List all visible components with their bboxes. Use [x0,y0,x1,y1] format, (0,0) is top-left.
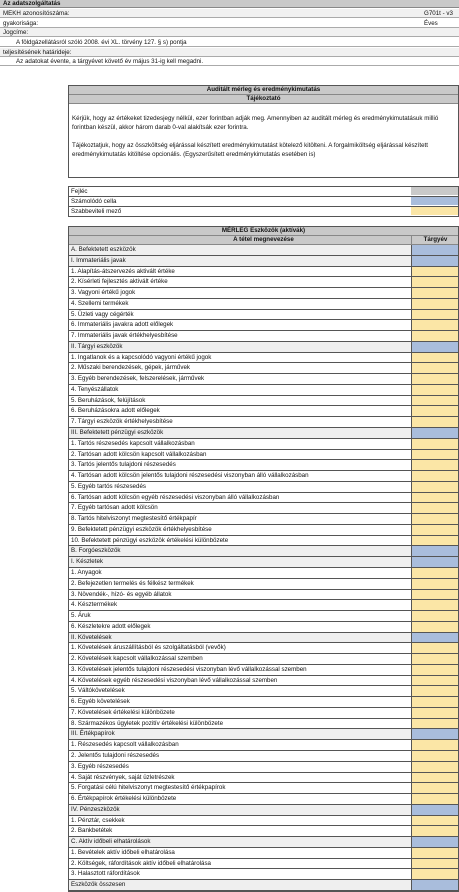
input-cell[interactable] [411,439,458,449]
info-row [0,19,459,28]
input-cell[interactable] [411,493,458,503]
table-row [69,805,458,816]
row-label: 3. Halasztott ráfordítások [71,870,140,878]
table-row [69,331,458,342]
table-row [69,590,458,601]
input-cell[interactable] [411,708,458,718]
input-cell[interactable] [411,826,458,836]
info-label: Az adatokat évente, a tárgyévet követő év május 31-ig kell megadni. [16,58,204,65]
table-row [69,848,458,859]
row-label: 2. Műszaki berendezések, gépek, járművek [71,364,190,372]
row-label: 1. Bevételek aktív időbeli elhatárolása [71,848,175,856]
row-label: 8. Származékos ügyletek pozitív értékelési különbözete [71,719,224,727]
balance-table [68,226,459,892]
row-label: II. Tárgyi eszközök [71,342,123,350]
row-label: III. Befektetett pénzügyi eszközök [71,429,164,437]
table-row [69,880,458,891]
info-row [0,28,459,37]
info-paragraph-2: Tájékoztatjuk, hogy az összköltség eljárással készített eredménykimutatást kötelező kitölteni. A forgalmiköltség eljárással készített eredménykimutatás kitöltése opcionális. (Egyszerűsített eredménykimutatás esetében is) [72,142,428,158]
computed-cell [411,805,458,815]
table-row [69,320,458,331]
info-label: teljesítésének határideje: [3,49,72,56]
input-cell[interactable] [411,719,458,729]
row-label: II. Követelések [71,633,112,641]
input-cell[interactable] [411,460,458,470]
input-cell[interactable] [411,288,458,298]
row-label: 4. Tartósan adott kölcsön jelentős tulajdoni részesedési viszonyban álló vállalkozásban [71,472,309,480]
table-row [69,579,458,590]
row-label: 3. Tartós jelentős tulajdoni részesedés [71,461,176,469]
info-value: G701t - v3 [424,10,453,17]
row-label: 2. Befejezetlen termelés és félkész termékek [71,579,194,587]
input-cell[interactable] [411,676,458,686]
input-cell[interactable] [411,363,458,373]
legend [68,186,459,217]
legend-label: Számolódó cella [71,198,117,205]
row-label: 6. Immateriális javakra adott előlegek [71,321,174,329]
input-cell[interactable] [411,277,458,287]
table-title: MÉRLEG Eszközök (aktívák) [69,227,458,236]
input-cell[interactable] [411,267,458,277]
row-label: 9. Befektetett pénzügyi eszközök értékhelyesbítése [71,525,212,533]
computed-cell [411,245,458,255]
input-cell[interactable] [411,536,458,546]
row-label: 5. Váltókövetelések [71,687,125,695]
table-row [69,643,458,654]
input-cell[interactable] [411,686,458,696]
input-cell[interactable] [411,579,458,589]
legend-label: Szabbeviteli mező [71,208,122,215]
input-cell[interactable] [411,406,458,416]
table-row [69,536,458,547]
table-row [69,374,458,385]
table-row [69,729,458,740]
input-cell[interactable] [411,859,458,869]
row-label: 2. Jelentős tulajdoni részesedés [71,751,160,759]
input-cell[interactable] [411,697,458,707]
table-row [69,762,458,773]
table-row [69,288,458,299]
table-row [69,299,458,310]
table-row [69,837,458,848]
table-row [69,428,458,439]
info-label: Jogcíme: [3,29,29,36]
input-cell[interactable] [411,482,458,492]
info-row [0,38,459,47]
row-label: 4. Követelések egyéb részesedési viszonyban lévő vállalkozással szemben [71,676,278,684]
table-row [69,503,458,514]
legend-swatch [411,197,458,205]
table-row [69,622,458,633]
input-cell[interactable] [411,622,458,632]
row-label: 5. Beruházások, felújítások [71,396,146,404]
row-label: Eszközök összesen [71,881,126,889]
legend-swatch [411,187,458,195]
row-label: 5. Áruk [71,612,91,620]
row-label: 2. Kísérleti fejlesztés aktivált értéke [71,278,168,286]
table-row [69,665,458,676]
table-row [69,557,458,568]
input-cell[interactable] [411,320,458,330]
row-label: 3. Egyéb berendezések, felszerelések, járművek [71,375,205,383]
row-label: 2. Követelések kapcsolt vállalkozással szemben [71,655,203,663]
row-label: 7. Immateriális javak értékhelyesbítése [71,332,178,340]
input-cell[interactable] [411,374,458,384]
row-label: 7. Követelések értékelési különbözete [71,708,175,716]
table-row [69,697,458,708]
table-row [69,546,458,557]
input-cell[interactable] [411,762,458,772]
row-label: 4. Szellemi termékek [71,299,129,307]
input-cell[interactable] [411,353,458,363]
input-cell[interactable] [411,643,458,653]
input-cell[interactable] [411,514,458,524]
section-title: Az adatszolgáltatás [0,0,459,8]
input-cell[interactable] [411,503,458,513]
input-cell[interactable] [411,816,458,826]
row-label: 1. Követelések áruszállításból és szolgáltatásból (vevők) [71,644,226,652]
table-row [69,406,458,417]
table-row [69,773,458,784]
row-label: 3. Egyéb részesedés [71,762,129,770]
row-label: IV. Pénzeszközök [71,805,120,813]
input-cell[interactable] [411,396,458,406]
input-cell[interactable] [411,568,458,578]
table-row [69,439,458,450]
table-row [69,277,458,288]
table-row [69,353,458,364]
table-row [69,385,458,396]
info-box [68,85,459,178]
input-cell[interactable] [411,450,458,460]
table-row [69,740,458,751]
table-row [69,859,458,870]
col-name-header: A tétel megnevezése [233,236,294,243]
info-label: gyakorisága: [3,20,39,27]
computed-cell [411,880,458,890]
computed-cell [411,837,458,847]
input-cell[interactable] [411,385,458,395]
row-label: 4. Saját részvények, saját üzletrészek [71,773,175,781]
info-box-subtitle: Tájékoztató [69,95,458,104]
table-row [69,493,458,504]
info-row [0,48,459,57]
row-label: 4. Késztermékek [71,601,118,609]
row-label: 1. Anyagok [71,568,102,576]
input-cell[interactable] [411,654,458,664]
table-row [69,471,458,482]
info-label: MEKH azonosítószáma: [3,10,70,17]
table-row [69,342,458,353]
table-row [69,783,458,794]
computed-cell [411,546,458,556]
table-row [69,525,458,536]
table-row [69,450,458,461]
row-label: A. Befektetett eszközök [71,246,136,253]
row-label: 1. Tartós részesedés kapcsolt vállalkozásban [71,439,195,447]
row-label: 4. Tenyészállatok [71,385,119,393]
input-cell[interactable] [411,751,458,761]
input-cell[interactable] [411,331,458,341]
table-row [69,417,458,428]
col-year-header: Tárgyév [411,236,459,244]
row-label: 5. Üzleti vagy cégérték [71,310,134,318]
row-label: 10. Befektetett pénzügyi eszközök értékelési különbözete [71,536,229,544]
table-row [69,611,458,622]
row-label: 3. Növendék-, hízó- és egyéb állatok [71,590,172,598]
table-row [69,826,458,837]
table-row [69,482,458,493]
table-row [69,363,458,374]
legend-item [69,187,458,197]
row-label: 6. Egyéb követelések [71,698,130,706]
table-row [69,686,458,697]
row-label: B. Forgóeszközök [71,547,121,555]
row-label: 6. Értékpapírok értékelési különbözete [71,795,177,803]
input-cell[interactable] [411,417,458,427]
table-row [69,794,458,805]
info-box-title: Auditált mérleg és eredménykimutatás [69,86,458,95]
row-label: 5. Forgatási célú hitelviszonyt megtestesítő értékpapírok [71,784,226,792]
computed-cell [411,633,458,643]
input-cell[interactable] [411,869,458,879]
computed-cell [411,342,458,352]
row-label: 7. Tárgyi eszközök értékhelyesbítése [71,418,173,426]
computed-cell [411,729,458,739]
table-row [69,676,458,687]
row-label: III. Értékpapírok [71,730,115,738]
table-row [69,654,458,665]
computed-cell [411,428,458,438]
row-label: 7. Egyéb tartósan adott kölcsön [71,504,158,512]
table-row [69,600,458,611]
row-label: 5. Egyéb tartós részesedés [71,482,146,490]
input-cell[interactable] [411,611,458,621]
input-cell[interactable] [411,600,458,610]
row-label: 3. Követelések jelentős tulajdoni részesedési viszonyban lévő vállalkozással szemben [71,665,307,673]
input-cell[interactable] [411,740,458,750]
table-body [69,245,458,891]
input-cell[interactable] [411,783,458,793]
row-label: I. Készletek [71,558,103,566]
table-row [69,245,458,256]
info-row [0,9,459,18]
legend-swatch [411,207,458,215]
row-label: 6. Beruházásokra adott előlegek [71,407,160,415]
table-row [69,310,458,321]
input-cell[interactable] [411,848,458,858]
row-label: I. Immateriális javak [71,256,126,264]
row-label: 6. Tartósan adott kölcsön egyéb részesedési viszonyban álló vállalkozásban [71,493,280,501]
input-cell[interactable] [411,525,458,535]
table-row [69,460,458,471]
table-row [69,568,458,579]
table-row [69,256,458,267]
table-row [69,816,458,827]
input-cell[interactable] [411,310,458,320]
legend-item [69,197,458,207]
legend-item [69,207,458,217]
row-label: 8. Tartós hitelviszonyt megtestesítő értékpapír [71,515,197,523]
table-row [69,869,458,880]
table-row [69,267,458,278]
info-label: A földgázellátásról szóló 2008. évi XL. törvény 127. § s) pontja [16,39,187,46]
row-label: 1. Alapítás-átszervezés aktivált értéke [71,267,175,275]
row-label: 1. Részesedés kapcsolt vállalkozásban [71,741,179,749]
row-label: 1. Ingatlanok és a kapcsolódó vagyoni értékű jogok [71,353,212,361]
table-header [69,236,458,245]
row-label: 6. Készletekre adott előlegek [71,622,151,630]
row-label: 3. Vagyoni értékű jogok [71,289,136,297]
table-row [69,751,458,762]
table-row [69,633,458,644]
input-cell[interactable] [411,471,458,481]
input-cell[interactable] [411,665,458,675]
input-cell[interactable] [411,773,458,783]
row-label: 2. Tartósan adott kölcsön kapcsolt vállalkozásban [71,450,207,458]
info-value: Éves [424,20,438,27]
row-label: 2. Költségek, ráfordítások aktív időbeli elhatárolása [71,859,211,867]
info-row [0,57,459,66]
row-label: C. Aktív időbeli elhatárolások [71,838,151,846]
row-label: 2. Bankbetétek [71,827,113,835]
legend-label: Fejléc [71,188,88,195]
table-row [69,708,458,719]
input-cell[interactable] [411,299,458,309]
input-cell[interactable] [411,590,458,600]
computed-cell [411,256,458,266]
table-row [69,396,458,407]
row-label: 1. Pénztár, csekkek [71,816,125,824]
table-row [69,514,458,525]
input-cell[interactable] [411,794,458,804]
computed-cell [411,557,458,567]
info-paragraph-1: Kérjük, hogy az értékeket tizedesjegy nélkül, ezer forintban adják meg. Amennyiben az auditált mérleg és eredménykimutatásuk millió forintban készül, akkor három darab 0-val alakítsák ezer forintra. [72,115,439,131]
table-row [69,719,458,730]
